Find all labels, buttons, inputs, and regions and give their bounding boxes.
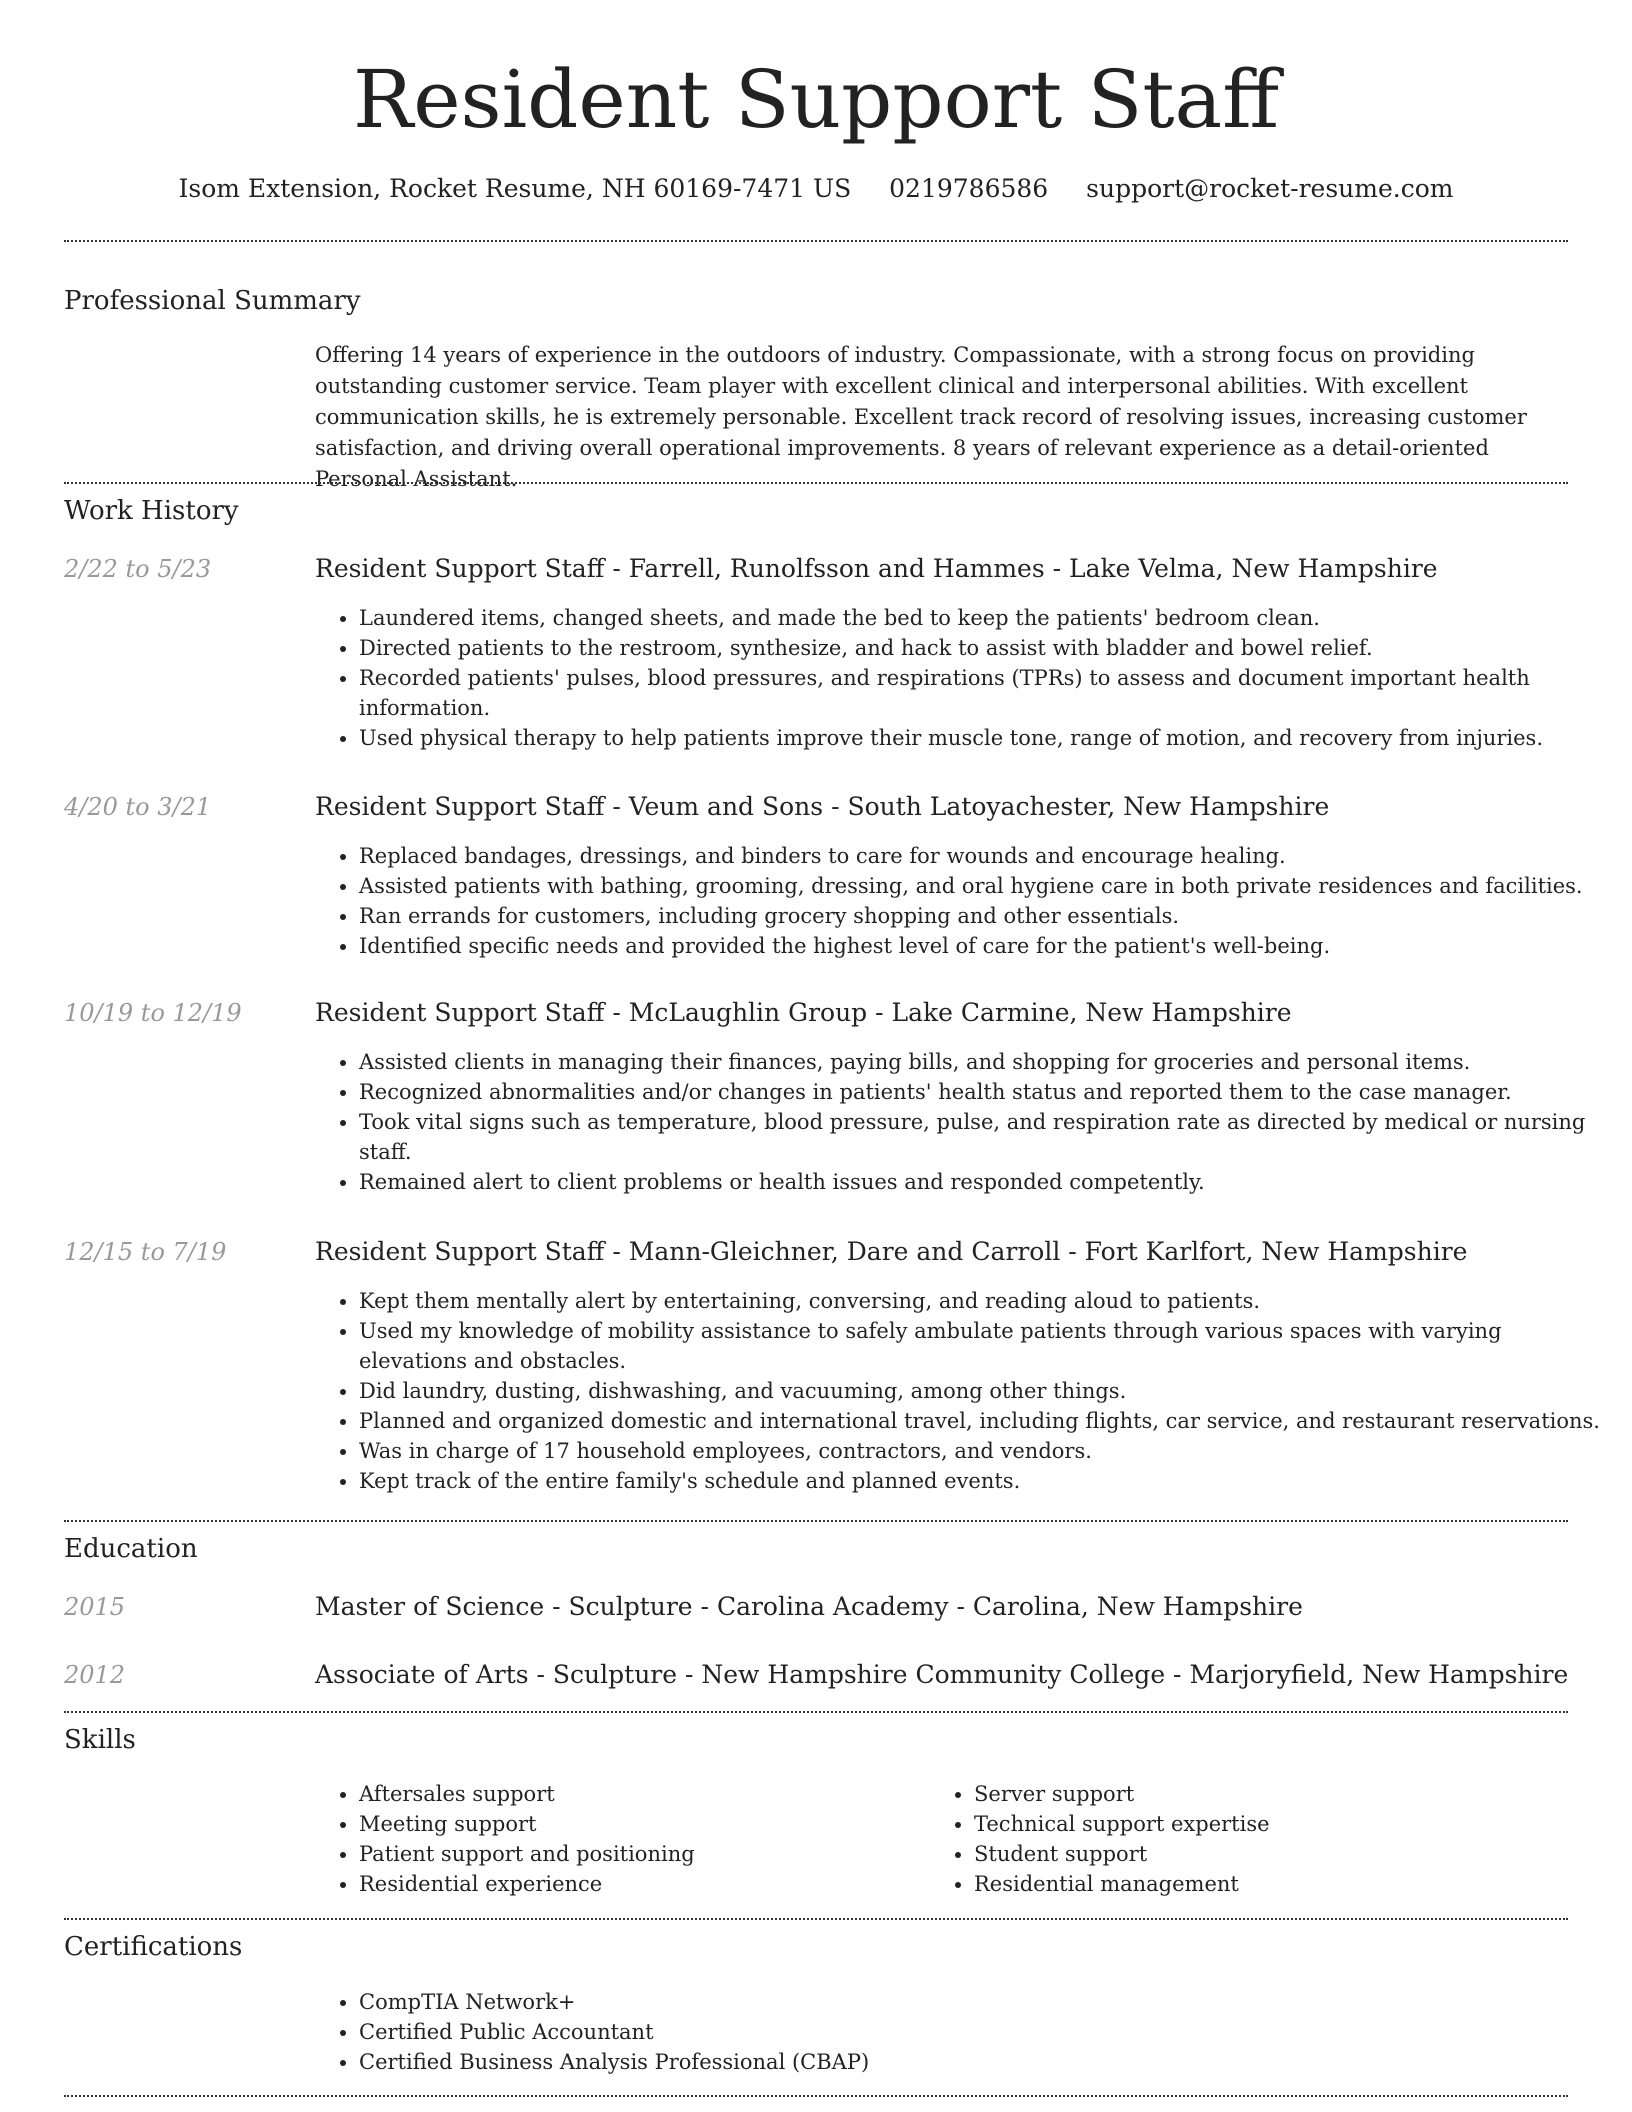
list-item: • Ran errands for customers, including grocery shopping and other essentials. <box>359 901 1609 931</box>
divider <box>64 482 1568 484</box>
job-dates: 4/20 to 3/21 <box>64 793 212 821</box>
list-item: • Technical support expertise <box>974 1809 1534 1839</box>
list-item: • Recorded patients' pulses, blood pressures, and respirations (TPRs) to assess and document important health information. <box>359 663 1609 723</box>
education-year: 2015 <box>64 1593 126 1621</box>
list-item: • Certified Business Analysis Professional (CBAP) <box>359 2047 1609 2077</box>
section-title-skills: Skills <box>64 1725 136 1755</box>
list-item: • Student support <box>974 1839 1534 1869</box>
job-bullets <box>315 603 1609 753</box>
list-item: • Planned and organized domestic and international travel, including flights, car service, and restaurant reservations. <box>359 1406 1609 1436</box>
list-item: • Aftersales support <box>359 1779 919 1809</box>
job-heading: Resident Support Staff - Veum and Sons - South Latoyachester, New Hampshire <box>315 792 1330 821</box>
job-bullets <box>315 841 1609 961</box>
list-item: • Kept them mentally alert by entertaining, conversing, and reading aloud to patients. <box>359 1286 1609 1316</box>
list-item: • Assisted patients with bathing, grooming, dressing, and oral hygiene care in both private residences and facilities. <box>359 871 1609 901</box>
job-heading: Resident Support Staff - Farrell, Runolfsson and Hammes - Lake Velma, New Hampshire <box>315 554 1438 583</box>
contact-email[interactable]: support@rocket-resume.com <box>1086 174 1454 203</box>
section-title-work-history: Work History <box>64 496 239 526</box>
job-heading: Resident Support Staff - McLaughlin Group - Lake Carmine, New Hampshire <box>315 998 1292 1027</box>
list-item: • Server support <box>974 1779 1534 1809</box>
summary-text: Offering 14 years of experience in the outdoors of industry. Compassionate, with a strong focus on providing outstanding customer service. Team player with excellent clinical and interpersonal abilities. With excellent communication skills, he is extremely personable. Excellent track record of resolving issues, increasing customer satisfaction, and driving overall operational improvements. 8 years of relevant experience as a detail-oriented Personal Assistant. <box>315 343 1527 491</box>
contact-address: Isom Extension, Rocket Resume, NH 60169-7471 US <box>178 174 852 203</box>
list-item: • Remained alert to client problems or health issues and responded competently. <box>359 1167 1609 1197</box>
job-dates: 2/22 to 5/23 <box>64 555 212 583</box>
section-title-certifications: Certifications <box>64 1932 243 1962</box>
list-item: • Directed patients to the restroom, synthesize, and hack to assist with bladder and bowel relief. <box>359 633 1609 663</box>
job-bullets <box>315 1286 1609 1496</box>
list-item: • Used physical therapy to help patients improve their muscle tone, range of motion, and recovery from injuries. <box>359 723 1609 753</box>
education-degree: Master of Science - Sculpture - Carolina Academy - Carolina, New Hampshire <box>315 1592 1303 1621</box>
divider <box>64 1520 1568 1522</box>
skills-list-left <box>315 1779 919 1899</box>
section-title-summary: Professional Summary <box>64 286 361 316</box>
list-item: • Identified specific needs and provided the highest level of care for the patient's well-being. <box>359 931 1609 961</box>
list-item: • Assisted clients in managing their finances, paying bills, and shopping for groceries and personal items. <box>359 1047 1609 1077</box>
section-title-education: Education <box>64 1534 198 1564</box>
list-item: • Residential management <box>974 1869 1534 1899</box>
divider <box>64 240 1568 242</box>
job-dates: 12/15 to 7/19 <box>64 1238 227 1266</box>
list-item: • Recognized abnormalities and/or changes in patients' health status and reported them to the case manager. <box>359 1077 1609 1107</box>
list-item: • Used my knowledge of mobility assistance to safely ambulate patients through various spaces with varying elevations and obstacles. <box>359 1316 1609 1376</box>
education-year: 2012 <box>64 1661 126 1689</box>
list-item: • Did laundry, dusting, dishwashing, and vacuuming, among other things. <box>359 1376 1609 1406</box>
list-item: • CompTIA Network+ <box>359 1987 1609 2017</box>
divider <box>64 2095 1568 2097</box>
skills-list-right <box>930 1779 1534 1899</box>
job-heading: Resident Support Staff - Mann-Gleichner, Dare and Carroll - Fort Karlfort, New Hampshire <box>315 1237 1468 1266</box>
list-item: • Patient support and positioning <box>359 1839 919 1869</box>
list-item: • Was in charge of 17 household employees, contractors, and vendors. <box>359 1436 1609 1466</box>
list-item: • Residential experience <box>359 1869 919 1899</box>
resume-name: Resident Support Staff <box>352 53 1280 146</box>
job-bullets <box>315 1047 1609 1197</box>
divider <box>64 1918 1568 1920</box>
list-item: • Laundered items, changed sheets, and made the bed to keep the patients' bedroom clean. <box>359 603 1609 633</box>
list-item: • Kept track of the entire family's schedule and planned events. <box>359 1466 1609 1496</box>
divider <box>64 1711 1568 1713</box>
list-item: • Took vital signs such as temperature, blood pressure, pulse, and respiration rate as directed by medical or nursing staff. <box>359 1107 1609 1167</box>
contact-line <box>0 172 1632 206</box>
list-item: • Meeting support <box>359 1809 919 1839</box>
list-item: • Replaced bandages, dressings, and binders to care for wounds and encourage healing. <box>359 841 1609 871</box>
list-item: • Certified Public Accountant <box>359 2017 1609 2047</box>
certifications-list <box>315 1987 1609 2077</box>
job-dates: 10/19 to 12/19 <box>64 999 242 1027</box>
contact-phone: 0219786586 <box>889 174 1049 203</box>
education-degree: Associate of Arts - Sculpture - New Hampshire Community College - Marjoryfield, New Hampshire <box>315 1660 1569 1689</box>
